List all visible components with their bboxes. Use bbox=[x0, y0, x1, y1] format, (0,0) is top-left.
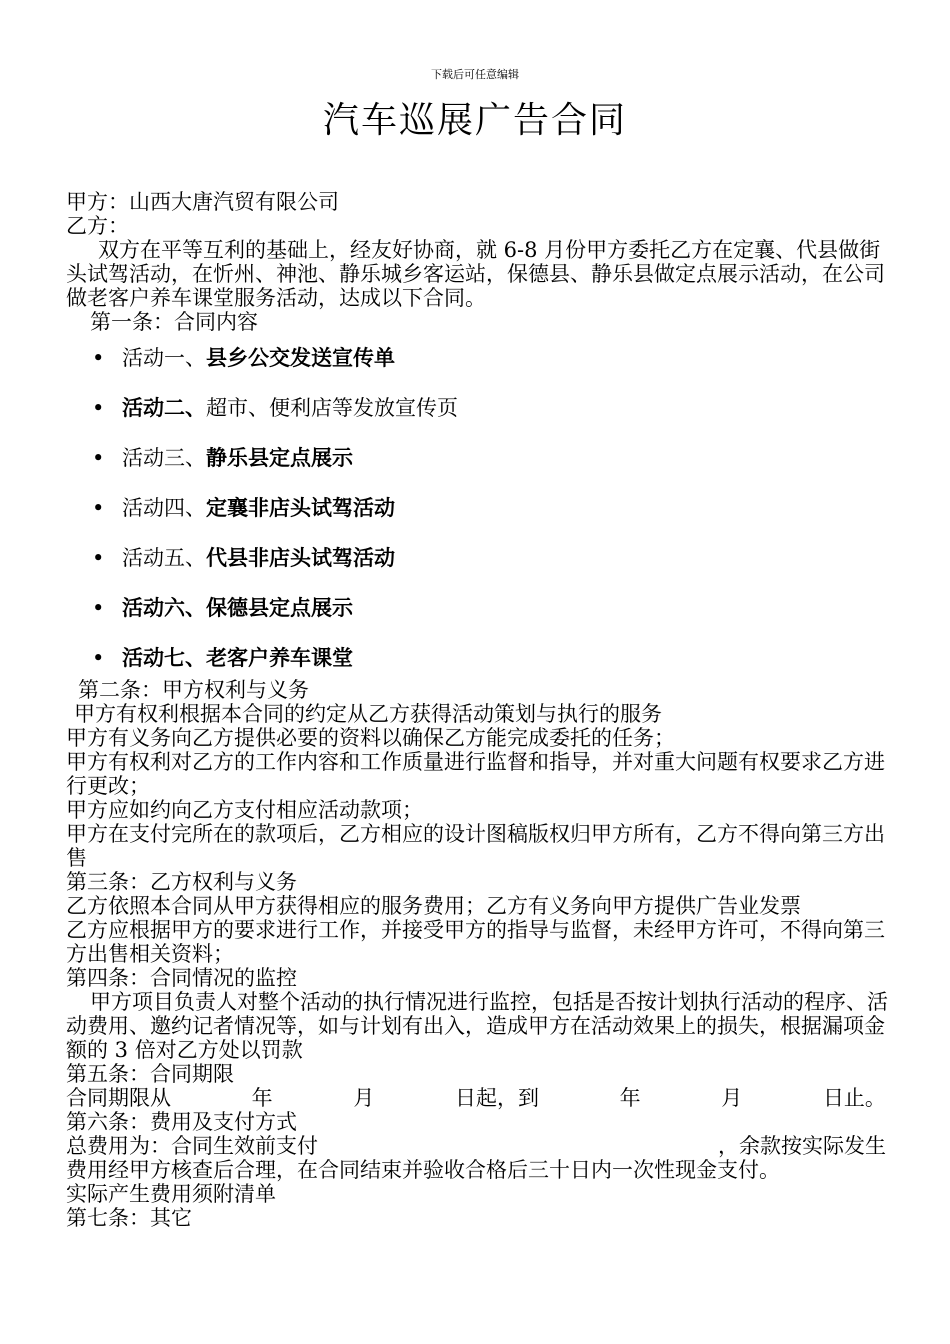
article-6-title: 第六条：费用及支付方式 bbox=[66, 1110, 297, 1134]
activity-prefix: 活动三、 bbox=[122, 446, 206, 470]
activity-prefix: 活动四、 bbox=[122, 496, 206, 520]
period-part: 月 bbox=[721, 1086, 743, 1110]
activity-name: 代县非店头试驾活动 bbox=[206, 545, 395, 570]
payment-note: 实际产生费用须附清单 bbox=[66, 1182, 276, 1206]
period-part: 年 bbox=[619, 1086, 641, 1110]
activity-name: 老客户养车课堂 bbox=[206, 645, 353, 670]
contract-body bbox=[66, 190, 896, 1230]
activity-name: 保德县定点展示 bbox=[206, 595, 353, 620]
payment-rest: 费用经甲方核查后合理，在合同结束并验收合格后三十日内一次性现金支付。 bbox=[66, 1158, 780, 1182]
article-2-item: 甲方有权利根据本合同的约定从乙方获得活动策划与执行的服务 bbox=[74, 702, 662, 726]
article-2-item: 甲方在支付完所在的款项后，乙方相应的设计图稿版权归甲方所有，乙方不得向第三方出售 bbox=[66, 822, 885, 870]
article-4-title: 第四条：合同情况的监控 bbox=[66, 966, 297, 990]
bullet-icon: • bbox=[92, 346, 105, 370]
period-part: 月 bbox=[353, 1086, 375, 1110]
activity-prefix: 活动六、 bbox=[122, 595, 206, 620]
contract-period-row bbox=[66, 1086, 886, 1110]
article-1-title: 第一条：合同内容 bbox=[90, 310, 258, 334]
period-part: 日起，到 bbox=[454, 1086, 539, 1110]
party-a: 甲方：山西大唐汽贸有限公司 bbox=[66, 190, 339, 214]
activity-name: 静乐县定点展示 bbox=[206, 445, 353, 470]
article-3-title: 第三条：乙方权利与义务 bbox=[66, 870, 297, 894]
bullet-icon: • bbox=[92, 496, 105, 520]
list-item bbox=[66, 396, 896, 446]
article-3-item: 乙方依照本合同从甲方获得相应的服务费用；乙方有义务向甲方提供广告业发票 bbox=[66, 894, 801, 918]
intro-paragraph: 双方在平等互利的基础上，经友好协商，就 6-8 月份甲方委托乙方在定襄、代县做街头试驾活动，在忻州、神池、静乐城乡客运站，保德县、静乐县做定点展示活动，在公司做老客户养车课堂服务活动，达成以下合同。 bbox=[66, 238, 885, 310]
list-item bbox=[66, 446, 896, 496]
list-item bbox=[66, 346, 896, 396]
list-item bbox=[66, 596, 896, 646]
article-2-item: 甲方应如约向乙方支付相应活动款项； bbox=[66, 798, 423, 822]
article-2-title: 第二条：甲方权利与义务 bbox=[78, 678, 309, 702]
activity-prefix: 活动五、 bbox=[122, 546, 206, 570]
document-title: 汽车巡展广告合同 bbox=[322, 100, 627, 141]
article-5-title: 第五条：合同期限 bbox=[66, 1062, 234, 1086]
header-note: 下载后可任意编辑 bbox=[431, 68, 519, 81]
article-4-text: 甲方项目负责人对整个活动的执行情况进行监控，包括是否按计划执行活动的程序、活动费用、邀约记者情况等，如与计划有出入，造成甲方在活动效果上的损失，根据漏项金额的 3 倍对乙方处以罚款 bbox=[66, 990, 888, 1062]
bullet-icon: • bbox=[92, 546, 105, 570]
activity-list bbox=[66, 346, 896, 674]
payment-tail: ，余款按实际发生 bbox=[718, 1134, 886, 1158]
list-item bbox=[66, 646, 896, 674]
article-2-item: 甲方有权利对乙方的工作内容和工作质量进行监督和指导，并对重大问题有权要求乙方进行更改； bbox=[66, 750, 885, 798]
bullet-icon: • bbox=[92, 646, 105, 670]
article-3-item: 乙方应根据甲方的要求进行工作，并接受甲方的指导与监督，未经甲方许可，不得向第三方出售相关资料； bbox=[66, 918, 885, 966]
activity-prefix: 活动七、 bbox=[122, 645, 206, 670]
bullet-icon: • bbox=[92, 446, 105, 470]
bullet-icon: • bbox=[92, 396, 105, 420]
period-part: 日止。 bbox=[822, 1086, 886, 1110]
list-item bbox=[66, 496, 896, 546]
activity-name: 定襄非店头试驾活动 bbox=[206, 495, 395, 520]
activity-name: 县乡公交发送宣传单 bbox=[206, 345, 395, 370]
list-item bbox=[66, 546, 896, 596]
period-part: 年 bbox=[251, 1086, 273, 1110]
period-part: 合同期限从 bbox=[66, 1086, 171, 1110]
bullet-icon: • bbox=[92, 596, 105, 620]
article-7-title: 第七条：其它 bbox=[66, 1206, 192, 1230]
payment-row bbox=[66, 1134, 886, 1158]
activity-prefix: 活动二、 bbox=[122, 395, 206, 420]
activity-name: 超市、便利店等发放宣传页 bbox=[206, 396, 458, 420]
activity-prefix: 活动一、 bbox=[122, 346, 206, 370]
party-b: 乙方： bbox=[66, 214, 129, 238]
article-2-item: 甲方有义务向乙方提供必要的资料以确保乙方能完成委托的任务； bbox=[66, 726, 675, 750]
payment-lead: 总费用为：合同生效前支付 bbox=[66, 1134, 318, 1158]
